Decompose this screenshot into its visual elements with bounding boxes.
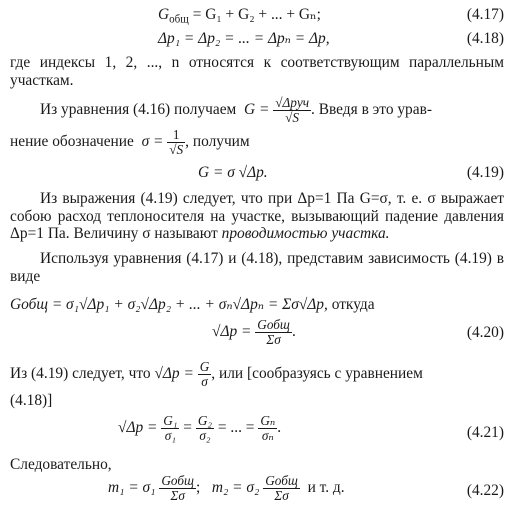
eq-4-20-number: (4.20) [466,324,504,341]
eq-4-17-rhs: = G₁ + G₂ + ... + Gₙ; [192,6,321,23]
fraction-G: $\frac{\text{√Δpуч}}{√S}$ [275,95,310,125]
fraction-sigma: $\frac{1}{√S}$ [169,127,184,157]
eq-4-22-number: (4.22) [466,482,504,499]
paragraph-from-419: Из (4.19) следует, что √Δp = $\frac{G}{\sigma}$ , или [сообразуясь с уравнением [10,359,423,389]
paragraph-conductivity: Из выражения (4.19) следует, что при Δp=1 Па G=σ, т. е. σ выражает собою расход теплоносителя на участке, вызывающий падение давления Δp=1 Па. Величину σ называют проводимостью участка. [10,190,504,243]
eq-4-21-number: (4.21) [466,424,504,441]
equation-4-21: √Δp = $\frac{\text{G₁}}{\text{σ₁}}$ = $\frac{\text{G₂}}{\text{σ₂}}$ = ... = $\frac{\text{Gₙ}}{\text{σₙ}}$ . [118,413,282,443]
eq-4-18-number: (4.18) [466,30,504,47]
eq-4-19-number: (4.19) [466,164,504,181]
paragraph-from-eq-416: Из уравнения (4.16) получаем G = $\frac{\text{√Δpуч}}{√S}$ . Введя в это урав- [40,95,432,125]
equation-4-18: Δp₁ = Δp₂ = ... = Δpₙ = Δp, [158,30,330,47]
equation-sum-conductance: Gобщ = σ₁√Δp₁ + σ₂√Δp₂ + ... + σₙ√Δpₙ = Σσ√Δp, откуда [10,296,375,313]
paragraph-indices: где индексы 1, 2, ..., n относятся к соответствующим параллельным участкам. [10,54,504,89]
paragraph-using-equations: Используя уравнения (4.17) и (4.18), представим зависимость (4.19) в виде [10,250,504,285]
equation-4-20: √Δp = $\frac{\text{Gобщ}}{\Sigma\sigma}$ . [212,317,296,347]
paragraph-from-419-line2: (4.18)] [10,392,53,409]
equation-4-19: G = σ √Δp. [198,164,268,181]
equation-4-22: m₁ = σ₁ $\frac{\text{Gобщ}}{\Sigma\sigma}$ ; m₂ = σ₂ $\frac{\text{Gобщ}}{\Sigma\sigma}$ и т. д. [108,473,345,503]
paragraph-therefore: Следовательно, [10,456,112,473]
paragraph-sigma-definition: нение обозначение σ = $\frac{1}{√S}$ , получим [10,127,250,157]
eq-4-17-number: (4.17) [466,6,504,23]
equation-4-17: $G_{общ} = G_1 + G_2$ + ... + Gₙ; [158,6,321,26]
